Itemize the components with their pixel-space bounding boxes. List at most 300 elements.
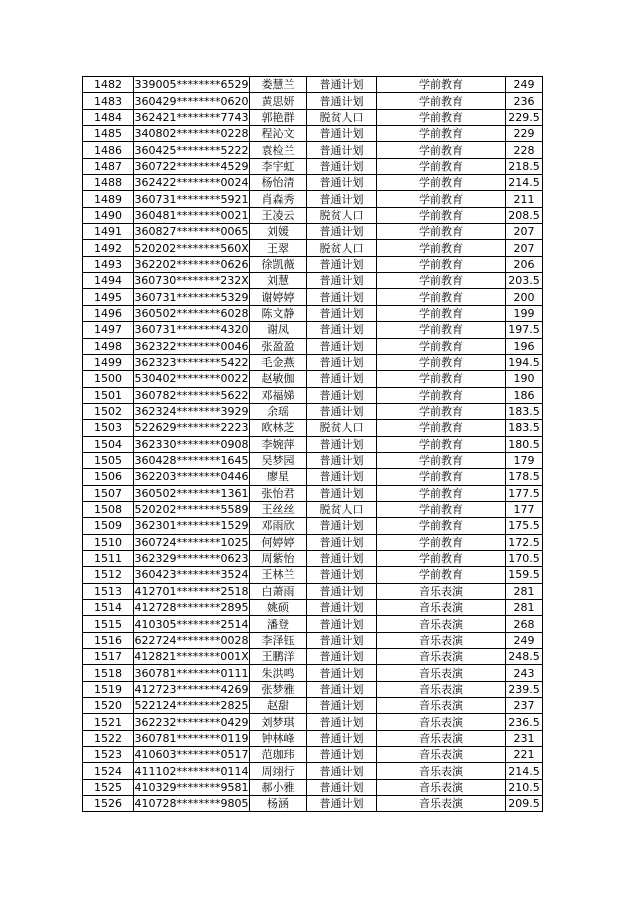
admission-plan-cell: 脱贫人口 — [307, 420, 377, 436]
id-number-cell: 411102********0114 — [134, 764, 249, 778]
id-number-cell: 340802********0228 — [134, 127, 249, 141]
serial-number-cell: 1504 — [83, 436, 134, 452]
admission-plan-cell: 普通计划 — [307, 126, 377, 142]
major-cell: 学前教育 — [377, 158, 506, 174]
serial-number-cell: 1489 — [83, 191, 134, 207]
admission-plan-cell: 普通计划 — [307, 616, 377, 632]
table-row — [83, 77, 543, 93]
student-name-cell: 郭艳群 — [250, 109, 307, 125]
student-name-cell: 姚硕 — [250, 600, 307, 616]
admission-plan-cell: 普通计划 — [307, 224, 377, 240]
score-cell: 180.5 — [506, 436, 543, 452]
serial-number-cell: 1487 — [83, 158, 134, 174]
serial-number-cell: 1517 — [83, 649, 134, 665]
major-cell: 音乐表演 — [377, 763, 506, 779]
admission-plan-cell: 普通计划 — [307, 632, 377, 648]
major-cell: 学前教育 — [377, 567, 506, 583]
serial-number-cell: 1499 — [83, 354, 134, 370]
serial-number-cell: 1501 — [83, 387, 134, 403]
major-cell: 音乐表演 — [377, 583, 506, 599]
student-name-cell: 毛金燕 — [250, 354, 307, 370]
student-name-cell: 余瑶 — [250, 403, 307, 419]
admission-plan-cell: 普通计划 — [307, 371, 377, 387]
id-number-cell: 622724********0028 — [134, 633, 249, 647]
table-row — [83, 550, 543, 566]
id-number-cell: 360423********3524 — [134, 568, 249, 582]
score-cell: 207 — [506, 224, 543, 240]
score-cell: 236 — [506, 93, 543, 109]
id-number-cell: 360429********0620 — [134, 94, 249, 108]
score-cell: 229.5 — [506, 109, 543, 125]
id-number-cell: 410728********9805 — [134, 797, 249, 811]
serial-number-cell: 1518 — [83, 665, 134, 681]
serial-number-cell: 1506 — [83, 469, 134, 485]
id-number-cell: 362323********5422 — [134, 356, 249, 370]
serial-number-cell: 1511 — [83, 550, 134, 566]
admission-plan-cell: 普通计划 — [307, 747, 377, 763]
major-cell: 学前教育 — [377, 501, 506, 517]
serial-number-cell: 1491 — [83, 224, 134, 240]
admission-plan-cell: 普通计划 — [307, 763, 377, 779]
table-row — [83, 175, 543, 191]
table-row — [83, 338, 543, 354]
id-number-cell: 522124********2825 — [134, 699, 249, 713]
serial-number-cell: 1494 — [83, 273, 134, 289]
score-cell: 177 — [506, 501, 543, 517]
id-number-cell: 362421********7743 — [134, 110, 249, 124]
admission-plan-cell: 普通计划 — [307, 93, 377, 109]
student-name-cell: 肖森秀 — [250, 191, 307, 207]
student-name-cell: 何婷婷 — [250, 534, 307, 550]
student-name-cell: 徐凯薇 — [250, 256, 307, 272]
student-name-cell: 谢婷婷 — [250, 289, 307, 305]
major-cell: 学前教育 — [377, 77, 506, 93]
score-cell: 186 — [506, 387, 543, 403]
table-row — [83, 305, 543, 321]
serial-number-cell: 1525 — [83, 779, 134, 795]
student-name-cell: 吴梦园 — [250, 452, 307, 468]
id-number-cell: 360731********5329 — [134, 290, 249, 304]
id-number-cell: 410603********0517 — [134, 748, 249, 762]
admission-plan-cell: 普通计划 — [307, 354, 377, 370]
major-cell: 学前教育 — [377, 338, 506, 354]
serial-number-cell: 1522 — [83, 730, 134, 746]
admission-plan-cell: 普通计划 — [307, 273, 377, 289]
admission-plan-cell: 普通计划 — [307, 469, 377, 485]
id-number-cell: 360827********0065 — [134, 225, 249, 239]
score-cell: 281 — [506, 600, 543, 616]
major-cell: 学前教育 — [377, 273, 506, 289]
student-name-cell: 袁检兰 — [250, 142, 307, 158]
table-row — [83, 436, 543, 452]
admission-plan-cell: 脱贫人口 — [307, 240, 377, 256]
table-row — [83, 109, 543, 125]
id-number-cell: 360502********6028 — [134, 306, 249, 320]
table-row — [83, 191, 543, 207]
student-name-cell: 王林兰 — [250, 567, 307, 583]
major-cell: 学前教育 — [377, 191, 506, 207]
major-cell: 音乐表演 — [377, 632, 506, 648]
table-row — [83, 730, 543, 746]
serial-number-cell: 1507 — [83, 485, 134, 501]
major-cell: 学前教育 — [377, 371, 506, 387]
serial-number-cell: 1526 — [83, 796, 134, 812]
admission-plan-cell: 脱贫人口 — [307, 109, 377, 125]
major-cell: 音乐表演 — [377, 649, 506, 665]
admission-plan-cell: 普通计划 — [307, 600, 377, 616]
score-cell: 200 — [506, 289, 543, 305]
student-name-cell: 李婉萍 — [250, 436, 307, 452]
table-row — [83, 387, 543, 403]
score-cell: 203.5 — [506, 273, 543, 289]
serial-number-cell: 1515 — [83, 616, 134, 632]
student-name-cell: 刘慧 — [250, 273, 307, 289]
student-name-cell: 朱洪鸣 — [250, 665, 307, 681]
serial-number-cell: 1512 — [83, 567, 134, 583]
score-cell: 236.5 — [506, 714, 543, 730]
score-cell: 218.5 — [506, 158, 543, 174]
id-number-cell: 362203********0446 — [134, 470, 249, 484]
major-cell: 音乐表演 — [377, 698, 506, 714]
score-cell: 239.5 — [506, 681, 543, 697]
admission-plan-cell: 普通计划 — [307, 289, 377, 305]
student-name-cell: 钟林峰 — [250, 730, 307, 746]
serial-number-cell: 1486 — [83, 142, 134, 158]
score-cell: 211 — [506, 191, 543, 207]
admission-plan-cell: 普通计划 — [307, 698, 377, 714]
admission-plan-cell: 普通计划 — [307, 567, 377, 583]
admission-plan-cell: 普通计划 — [307, 649, 377, 665]
score-cell: 175.5 — [506, 518, 543, 534]
admission-plan-cell: 普通计划 — [307, 436, 377, 452]
table-row — [83, 273, 543, 289]
id-number-cell: 360502********1361 — [134, 486, 249, 500]
admission-plan-cell: 普通计划 — [307, 158, 377, 174]
id-number-cell: 530402********0022 — [134, 372, 249, 386]
id-number-cell: 412728********2895 — [134, 601, 249, 615]
student-name-cell: 廖星 — [250, 469, 307, 485]
table-row — [83, 649, 543, 665]
admission-plan-cell: 普通计划 — [307, 730, 377, 746]
score-cell: 170.5 — [506, 550, 543, 566]
score-cell: 178.5 — [506, 469, 543, 485]
score-cell: 243 — [506, 665, 543, 681]
admission-plan-cell: 普通计划 — [307, 387, 377, 403]
score-cell: 281 — [506, 583, 543, 599]
admission-plan-cell: 普通计划 — [307, 665, 377, 681]
id-number-cell: 360425********5222 — [134, 143, 249, 157]
score-cell: 209.5 — [506, 796, 543, 812]
serial-number-cell: 1524 — [83, 763, 134, 779]
table-row — [83, 403, 543, 419]
score-cell: 194.5 — [506, 354, 543, 370]
table-row — [83, 763, 543, 779]
serial-number-cell: 1493 — [83, 256, 134, 272]
score-cell: 179 — [506, 452, 543, 468]
table-row — [83, 501, 543, 517]
admission-plan-cell: 普通计划 — [307, 796, 377, 812]
student-name-cell: 白萧雨 — [250, 583, 307, 599]
major-cell: 学前教育 — [377, 207, 506, 223]
major-cell: 音乐表演 — [377, 730, 506, 746]
score-cell: 228 — [506, 142, 543, 158]
major-cell: 学前教育 — [377, 403, 506, 419]
serial-number-cell: 1523 — [83, 747, 134, 763]
serial-number-cell: 1520 — [83, 698, 134, 714]
major-cell: 学前教育 — [377, 518, 506, 534]
id-number-cell: 360781********0119 — [134, 731, 249, 745]
serial-number-cell: 1503 — [83, 420, 134, 436]
major-cell: 学前教育 — [377, 322, 506, 338]
serial-number-cell: 1500 — [83, 371, 134, 387]
student-name-cell: 杨怡清 — [250, 175, 307, 191]
table-row — [83, 600, 543, 616]
major-cell: 音乐表演 — [377, 681, 506, 697]
serial-number-cell: 1519 — [83, 681, 134, 697]
score-cell: 190 — [506, 371, 543, 387]
admission-plan-cell: 普通计划 — [307, 191, 377, 207]
admission-plan-cell: 普通计划 — [307, 322, 377, 338]
student-name-cell: 王凌云 — [250, 207, 307, 223]
serial-number-cell: 1492 — [83, 240, 134, 256]
id-number-cell: 410329********9581 — [134, 780, 249, 794]
major-cell: 学前教育 — [377, 469, 506, 485]
score-cell: 229 — [506, 126, 543, 142]
student-name-cell: 邓雨欣 — [250, 518, 307, 534]
major-cell: 学前教育 — [377, 534, 506, 550]
id-number-cell: 360731********4320 — [134, 323, 249, 337]
admission-plan-cell: 普通计划 — [307, 550, 377, 566]
table-row — [83, 698, 543, 714]
major-cell: 音乐表演 — [377, 600, 506, 616]
id-number-cell: 360731********5921 — [134, 192, 249, 206]
table-row — [83, 534, 543, 550]
student-name-cell: 王翠 — [250, 240, 307, 256]
table-row — [83, 632, 543, 648]
score-cell: 197.5 — [506, 322, 543, 338]
admission-plan-cell: 普通计划 — [307, 583, 377, 599]
table-row — [83, 681, 543, 697]
student-name-cell: 刘梦琪 — [250, 714, 307, 730]
score-cell: 214.5 — [506, 175, 543, 191]
score-cell: 183.5 — [506, 403, 543, 419]
id-number-cell: 362422********0024 — [134, 176, 249, 190]
admission-plan-cell: 普通计划 — [307, 779, 377, 795]
major-cell: 学前教育 — [377, 109, 506, 125]
student-name-cell: 娄慧兰 — [250, 77, 307, 93]
id-number-cell: 360781********0111 — [134, 666, 249, 680]
serial-number-cell: 1516 — [83, 632, 134, 648]
serial-number-cell: 1488 — [83, 175, 134, 191]
table-row — [83, 240, 543, 256]
id-number-cell: 362329********0623 — [134, 552, 249, 566]
serial-number-cell: 1497 — [83, 322, 134, 338]
admission-plan-cell: 普通计划 — [307, 485, 377, 501]
table-row — [83, 289, 543, 305]
admission-plan-cell: 普通计划 — [307, 77, 377, 93]
id-number-cell: 412701********2518 — [134, 584, 249, 598]
student-name-cell: 刘媛 — [250, 224, 307, 240]
major-cell: 学前教育 — [377, 305, 506, 321]
table-row — [83, 142, 543, 158]
admission-plan-cell: 普通计划 — [307, 534, 377, 550]
student-name-cell: 范珈玮 — [250, 747, 307, 763]
major-cell: 音乐表演 — [377, 747, 506, 763]
score-cell: 210.5 — [506, 779, 543, 795]
major-cell: 学前教育 — [377, 354, 506, 370]
table-row — [83, 224, 543, 240]
id-number-cell: 362301********1529 — [134, 519, 249, 533]
score-cell: 221 — [506, 747, 543, 763]
id-number-cell: 360730********232X — [134, 274, 249, 288]
student-name-cell: 李宇虹 — [250, 158, 307, 174]
student-name-cell: 王丝丝 — [250, 501, 307, 517]
id-number-cell: 362202********0626 — [134, 257, 249, 271]
score-cell: 199 — [506, 305, 543, 321]
score-cell: 183.5 — [506, 420, 543, 436]
id-number-cell: 522629********2223 — [134, 421, 249, 435]
score-cell: 214.5 — [506, 763, 543, 779]
major-cell: 学前教育 — [377, 93, 506, 109]
table-row — [83, 158, 543, 174]
table-row — [83, 93, 543, 109]
serial-number-cell: 1502 — [83, 403, 134, 419]
score-cell: 268 — [506, 616, 543, 632]
score-cell: 231 — [506, 730, 543, 746]
id-number-cell: 520202********560X — [134, 241, 249, 255]
serial-number-cell: 1490 — [83, 207, 134, 223]
table-row — [83, 747, 543, 763]
serial-number-cell: 1505 — [83, 452, 134, 468]
score-cell: 159.5 — [506, 567, 543, 583]
major-cell: 学前教育 — [377, 126, 506, 142]
serial-number-cell: 1484 — [83, 109, 134, 125]
student-name-cell: 邓福娣 — [250, 387, 307, 403]
major-cell: 学前教育 — [377, 550, 506, 566]
id-number-cell: 520202********5589 — [134, 503, 249, 517]
score-cell: 196 — [506, 338, 543, 354]
serial-number-cell: 1483 — [83, 93, 134, 109]
major-cell: 学前教育 — [377, 142, 506, 158]
score-cell: 177.5 — [506, 485, 543, 501]
admission-plan-cell: 普通计划 — [307, 142, 377, 158]
id-number-cell: 360428********1645 — [134, 454, 249, 468]
student-name-cell: 欧林芝 — [250, 420, 307, 436]
id-number-cell: 410305********2514 — [134, 617, 249, 631]
id-number-cell: 362324********3929 — [134, 405, 249, 419]
serial-number-cell: 1485 — [83, 126, 134, 142]
serial-number-cell: 1509 — [83, 518, 134, 534]
score-cell: 206 — [506, 256, 543, 272]
score-cell: 248.5 — [506, 649, 543, 665]
table-row — [83, 354, 543, 370]
major-cell: 学前教育 — [377, 452, 506, 468]
student-name-cell: 郝小雅 — [250, 779, 307, 795]
id-number-cell: 362330********0908 — [134, 437, 249, 451]
admission-plan-cell: 普通计划 — [307, 305, 377, 321]
serial-number-cell: 1514 — [83, 600, 134, 616]
major-cell: 音乐表演 — [377, 714, 506, 730]
id-number-cell: 339005********6529 — [134, 78, 249, 92]
admission-plan-cell: 脱贫人口 — [307, 207, 377, 223]
serial-number-cell: 1513 — [83, 583, 134, 599]
table-row — [83, 371, 543, 387]
admission-plan-cell: 普通计划 — [307, 175, 377, 191]
admission-plan-cell: 普通计划 — [307, 681, 377, 697]
score-cell: 172.5 — [506, 534, 543, 550]
major-cell: 学前教育 — [377, 420, 506, 436]
score-cell: 208.5 — [506, 207, 543, 223]
table-row — [83, 452, 543, 468]
student-name-cell: 李泽钰 — [250, 632, 307, 648]
table-row — [83, 714, 543, 730]
major-cell: 学前教育 — [377, 256, 506, 272]
student-name-cell: 王鹏洋 — [250, 649, 307, 665]
student-name-cell: 程沁文 — [250, 126, 307, 142]
admission-plan-cell: 普通计划 — [307, 338, 377, 354]
id-number-cell: 412821********001X — [134, 650, 249, 664]
id-number-cell: 412723********4269 — [134, 682, 249, 696]
student-name-cell: 张怡君 — [250, 485, 307, 501]
table-body — [83, 77, 543, 812]
score-cell: 249 — [506, 77, 543, 93]
major-cell: 学前教育 — [377, 175, 506, 191]
student-name-cell: 潘登 — [250, 616, 307, 632]
id-number-cell: 360782********5622 — [134, 388, 249, 402]
table-row — [83, 322, 543, 338]
serial-number-cell: 1521 — [83, 714, 134, 730]
score-cell: 207 — [506, 240, 543, 256]
table-row — [83, 616, 543, 632]
table-row — [83, 665, 543, 681]
id-number-cell: 360481********0021 — [134, 208, 249, 222]
admission-plan-cell: 脱贫人口 — [307, 501, 377, 517]
table-row — [83, 583, 543, 599]
student-name-cell: 周紫怡 — [250, 550, 307, 566]
student-name-cell: 周翊行 — [250, 763, 307, 779]
table-row — [83, 469, 543, 485]
major-cell: 学前教育 — [377, 240, 506, 256]
major-cell: 学前教育 — [377, 436, 506, 452]
student-name-cell: 赵甜 — [250, 698, 307, 714]
id-number-cell: 360722********4529 — [134, 159, 249, 173]
admission-plan-cell: 普通计划 — [307, 403, 377, 419]
student-name-cell: 谢凤 — [250, 322, 307, 338]
major-cell: 学前教育 — [377, 387, 506, 403]
serial-number-cell: 1498 — [83, 338, 134, 354]
student-name-cell: 黄思妍 — [250, 93, 307, 109]
table-row — [83, 518, 543, 534]
major-cell: 音乐表演 — [377, 616, 506, 632]
admission-plan-cell: 普通计划 — [307, 452, 377, 468]
score-cell: 237 — [506, 698, 543, 714]
id-number-cell: 362322********0046 — [134, 339, 249, 353]
table-row — [83, 567, 543, 583]
major-cell: 音乐表演 — [377, 665, 506, 681]
serial-number-cell: 1482 — [83, 77, 134, 93]
student-name-cell: 张梦雅 — [250, 681, 307, 697]
student-name-cell: 赵敏伽 — [250, 371, 307, 387]
id-number-cell: 360724********1025 — [134, 535, 249, 549]
table-row — [83, 779, 543, 795]
admission-plan-cell: 普通计划 — [307, 518, 377, 534]
table-row — [83, 420, 543, 436]
table-row — [83, 207, 543, 223]
major-cell: 学前教育 — [377, 485, 506, 501]
student-name-cell: 杨涵 — [250, 796, 307, 812]
id-number-cell: 362232********0429 — [134, 715, 249, 729]
serial-number-cell: 1495 — [83, 289, 134, 305]
